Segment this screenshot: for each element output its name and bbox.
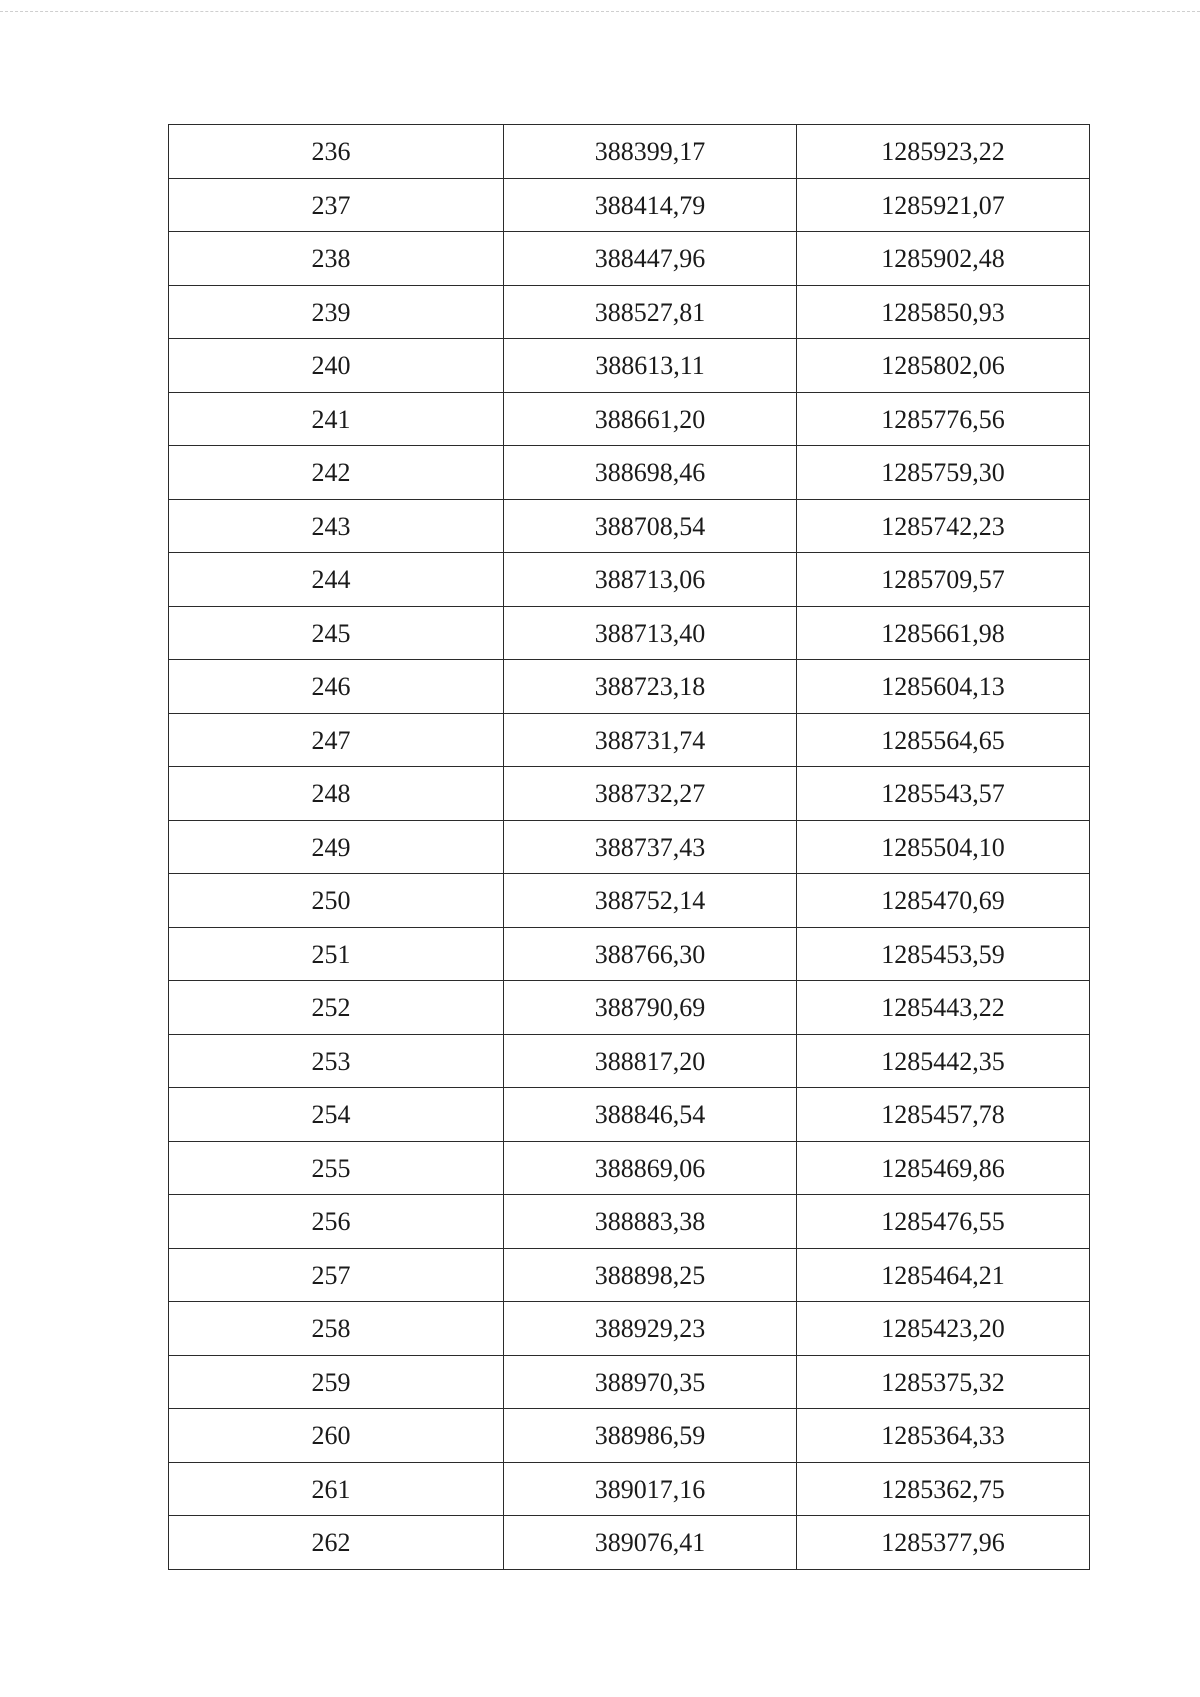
table-row <box>169 232 1090 286</box>
y-coordinate-cell: 1285457,78 <box>797 1088 1090 1142</box>
point-number-cell: 245 <box>169 606 504 660</box>
y-coordinate-cell: 1285709,57 <box>797 553 1090 607</box>
table-row <box>169 1302 1090 1356</box>
point-number-cell: 253 <box>169 1034 504 1088</box>
x-coordinate-cell: 389017,16 <box>504 1462 797 1516</box>
point-number-cell: 240 <box>169 339 504 393</box>
y-coordinate-cell: 1285921,07 <box>797 178 1090 232</box>
x-coordinate-cell: 388661,20 <box>504 392 797 446</box>
x-coordinate-cell: 388731,74 <box>504 713 797 767</box>
y-coordinate-cell: 1285364,33 <box>797 1409 1090 1463</box>
table-row <box>169 1248 1090 1302</box>
table-row <box>169 1141 1090 1195</box>
x-coordinate-cell: 388929,23 <box>504 1302 797 1356</box>
x-coordinate-cell: 389076,41 <box>504 1516 797 1570</box>
point-number-cell: 251 <box>169 927 504 981</box>
x-coordinate-cell: 388869,06 <box>504 1141 797 1195</box>
x-coordinate-cell: 388737,43 <box>504 820 797 874</box>
point-number-cell: 238 <box>169 232 504 286</box>
x-coordinate-cell: 388766,30 <box>504 927 797 981</box>
table-row <box>169 1462 1090 1516</box>
x-coordinate-cell: 388713,06 <box>504 553 797 607</box>
point-number-cell: 261 <box>169 1462 504 1516</box>
y-coordinate-cell: 1285850,93 <box>797 285 1090 339</box>
point-number-cell: 262 <box>169 1516 504 1570</box>
y-coordinate-cell: 1285504,10 <box>797 820 1090 874</box>
x-coordinate-cell: 388817,20 <box>504 1034 797 1088</box>
y-coordinate-cell: 1285453,59 <box>797 927 1090 981</box>
table-row <box>169 820 1090 874</box>
point-number-cell: 255 <box>169 1141 504 1195</box>
table-row <box>169 285 1090 339</box>
y-coordinate-cell: 1285443,22 <box>797 981 1090 1035</box>
x-coordinate-cell: 388898,25 <box>504 1248 797 1302</box>
x-coordinate-cell: 388732,27 <box>504 767 797 821</box>
table-row <box>169 927 1090 981</box>
table-row <box>169 981 1090 1035</box>
y-coordinate-cell: 1285423,20 <box>797 1302 1090 1356</box>
table-row <box>169 339 1090 393</box>
point-number-cell: 247 <box>169 713 504 767</box>
point-number-cell: 246 <box>169 660 504 714</box>
x-coordinate-cell: 388790,69 <box>504 981 797 1035</box>
table-row <box>169 125 1090 179</box>
x-coordinate-cell: 388527,81 <box>504 285 797 339</box>
x-coordinate-cell: 388399,17 <box>504 125 797 179</box>
x-coordinate-cell: 388708,54 <box>504 499 797 553</box>
table-row <box>169 499 1090 553</box>
y-coordinate-cell: 1285604,13 <box>797 660 1090 714</box>
y-coordinate-cell: 1285442,35 <box>797 1034 1090 1088</box>
point-number-cell: 257 <box>169 1248 504 1302</box>
y-coordinate-cell: 1285759,30 <box>797 446 1090 500</box>
point-number-cell: 243 <box>169 499 504 553</box>
point-number-cell: 237 <box>169 178 504 232</box>
x-coordinate-cell: 388698,46 <box>504 446 797 500</box>
y-coordinate-cell: 1285923,22 <box>797 125 1090 179</box>
point-number-cell: 242 <box>169 446 504 500</box>
table-row <box>169 1034 1090 1088</box>
point-number-cell: 239 <box>169 285 504 339</box>
x-coordinate-cell: 388883,38 <box>504 1195 797 1249</box>
table-row <box>169 713 1090 767</box>
point-number-cell: 250 <box>169 874 504 928</box>
point-number-cell: 248 <box>169 767 504 821</box>
point-number-cell: 256 <box>169 1195 504 1249</box>
table-row <box>169 1516 1090 1570</box>
table-row <box>169 767 1090 821</box>
table-row <box>169 1088 1090 1142</box>
point-number-cell: 236 <box>169 125 504 179</box>
y-coordinate-cell: 1285362,75 <box>797 1462 1090 1516</box>
point-number-cell: 249 <box>169 820 504 874</box>
x-coordinate-cell: 388414,79 <box>504 178 797 232</box>
y-coordinate-cell: 1285902,48 <box>797 232 1090 286</box>
y-coordinate-cell: 1285469,86 <box>797 1141 1090 1195</box>
point-number-cell: 252 <box>169 981 504 1035</box>
x-coordinate-cell: 388846,54 <box>504 1088 797 1142</box>
scan-edge-line <box>0 11 1200 12</box>
table-row <box>169 446 1090 500</box>
point-number-cell: 254 <box>169 1088 504 1142</box>
y-coordinate-cell: 1285476,55 <box>797 1195 1090 1249</box>
table-row <box>169 392 1090 446</box>
y-coordinate-cell: 1285470,69 <box>797 874 1090 928</box>
x-coordinate-cell: 388752,14 <box>504 874 797 928</box>
point-number-cell: 258 <box>169 1302 504 1356</box>
table-row <box>169 606 1090 660</box>
y-coordinate-cell: 1285802,06 <box>797 339 1090 393</box>
x-coordinate-cell: 388447,96 <box>504 232 797 286</box>
coordinates-table-body <box>169 125 1090 1570</box>
table-row <box>169 1195 1090 1249</box>
x-coordinate-cell: 388970,35 <box>504 1355 797 1409</box>
coordinates-table <box>168 124 1090 1570</box>
y-coordinate-cell: 1285543,57 <box>797 767 1090 821</box>
y-coordinate-cell: 1285464,21 <box>797 1248 1090 1302</box>
y-coordinate-cell: 1285564,65 <box>797 713 1090 767</box>
table-row <box>169 874 1090 928</box>
table-row <box>169 660 1090 714</box>
x-coordinate-cell: 388613,11 <box>504 339 797 393</box>
point-number-cell: 259 <box>169 1355 504 1409</box>
y-coordinate-cell: 1285742,23 <box>797 499 1090 553</box>
point-number-cell: 241 <box>169 392 504 446</box>
y-coordinate-cell: 1285375,32 <box>797 1355 1090 1409</box>
y-coordinate-cell: 1285776,56 <box>797 392 1090 446</box>
table-row <box>169 1409 1090 1463</box>
x-coordinate-cell: 388723,18 <box>504 660 797 714</box>
y-coordinate-cell: 1285377,96 <box>797 1516 1090 1570</box>
y-coordinate-cell: 1285661,98 <box>797 606 1090 660</box>
x-coordinate-cell: 388986,59 <box>504 1409 797 1463</box>
point-number-cell: 260 <box>169 1409 504 1463</box>
table-row <box>169 178 1090 232</box>
table-row <box>169 1355 1090 1409</box>
table-row <box>169 553 1090 607</box>
x-coordinate-cell: 388713,40 <box>504 606 797 660</box>
point-number-cell: 244 <box>169 553 504 607</box>
